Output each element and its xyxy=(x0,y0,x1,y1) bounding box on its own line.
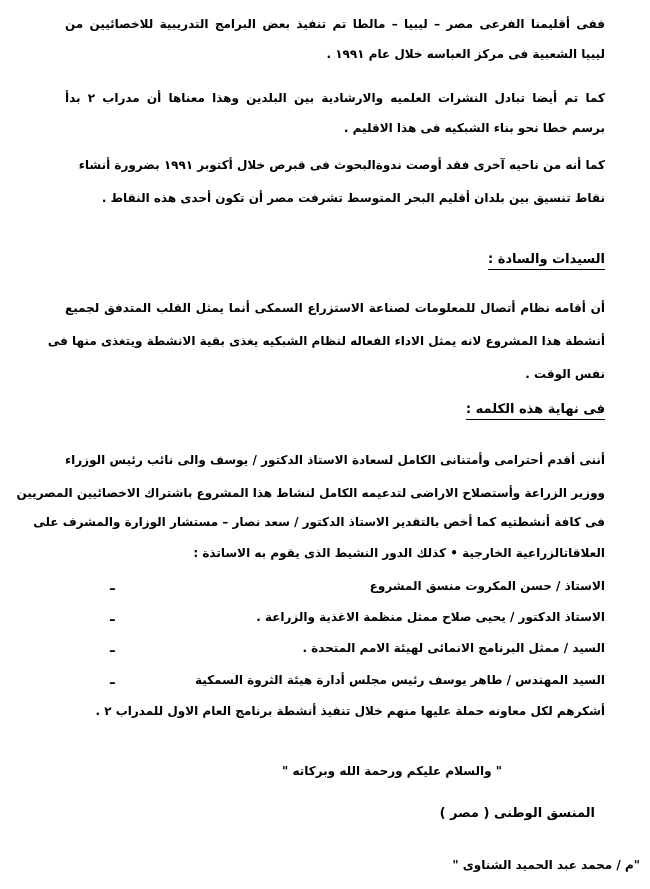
person-item-1: الاستاذ / حسن المكروت منسق المشروع xyxy=(369,579,605,593)
paragraph-5-line-2: ووزير الزراعة وأستصلاح الاراضى لتدعيمه الكامل لنشاط هذا المشروع باشتراك الاخصائيين المصريين xyxy=(16,486,605,500)
signatory-name: "م / محمد عبد الحميد الشناوى " xyxy=(452,858,640,872)
heading-end-of-speech: فى نهاية هذه الكلمه : xyxy=(466,402,605,420)
closing-greeting: " والسلام عليكم ورحمة الله وبركاته " xyxy=(282,764,502,778)
paragraph-3-line-2: نقاط تنسيق بين بلدان أقليم البحر المتوسط تشرفت مصر أن تكون أحدى هذه النقاط . xyxy=(101,191,605,205)
person-item-2: الاستاذ الدكتور / يحيى صلاح ممثل منظمة الاغذية والزراعة . xyxy=(256,610,605,624)
heading-ladies-gentlemen: السيدات والسادة : xyxy=(488,252,605,270)
paragraph-5-line-1: أننى أقدم أحترامى وأمتنانى الكامل لسعادة الاستاذ الدكتور / يوسف والى نائب رئيس الوزراء xyxy=(65,453,605,467)
national-coordinator-title: المنسق الوطنى ( مصر ) xyxy=(439,806,595,821)
paragraph-5-line-4: العلاقاتالزراعية الخارجية • كذلك الدور النشيط الذى يقوم به الاساتذة : xyxy=(193,546,605,560)
list-dash-2: ـ xyxy=(110,609,115,625)
paragraph-4-line-3: نفس الوقت . xyxy=(525,367,605,381)
list-dash-1: ـ xyxy=(110,578,115,594)
person-item-4: السيد المهندس / طاهر يوسف رئيس مجلس أدارة هيئة الثروة السمكية xyxy=(194,673,605,687)
paragraph-4-line-1: أن أقامه نظام أتصال للمعلومات لصناعة الاستزراع السمكى أنما يمثل القلب المتدفق لجميع xyxy=(65,301,605,315)
paragraph-5-line-3: فى كافة أنشطتيه كما أخص بالتقدير الاستاذ الدكتور / سعد نصار – مستشار الوزارة والمشرف على xyxy=(33,515,605,529)
paragraph-1-line-2: ليبيا الشعبية فى مركز العباسه خلال عام ١٩٩١ . xyxy=(326,47,605,61)
paragraph-2-line-2: برسم خطا نحو بناء الشبكيه فى هذا الاقليم . xyxy=(343,121,605,135)
paragraph-2-line-1: كما تم أيضا تبادل النشرات العلميه والارشادية بين البلدين وهذا معناها أن مدراب ٢ بدأ xyxy=(65,91,605,105)
thanks-line: أشكرهم لكل معاونه حملة عليها منهم خلال تنفيذ أنشطة برنامج العام الاول للمدراب ٢ . xyxy=(95,704,605,718)
paragraph-1-line-1: ففى أقليمنا الفرعى مصر – ليبيا – مالطا تم تنفيذ بعض البرامج التدريبية للاخصائيين من xyxy=(65,17,605,31)
list-dash-4: ـ xyxy=(110,672,115,688)
paragraph-3-line-1: كما أنه من ناحيه آخرى فقد أوصت ندوةالبحوث فى قبرص خلال أكتوبر ١٩٩١ بضرورة أنشاء xyxy=(78,158,605,172)
person-item-3: السيد / ممثل البرنامج الانمائى لهيئة الامم المتحدة . xyxy=(302,641,605,655)
list-dash-3: ـ xyxy=(110,640,115,656)
paragraph-4-line-2: أنشطة هذا المشروع لانه يمثل الاداء الفعاله لنظام الشبكيه يغذى بقية الانشطة ويتغذى منها فى xyxy=(47,334,605,348)
